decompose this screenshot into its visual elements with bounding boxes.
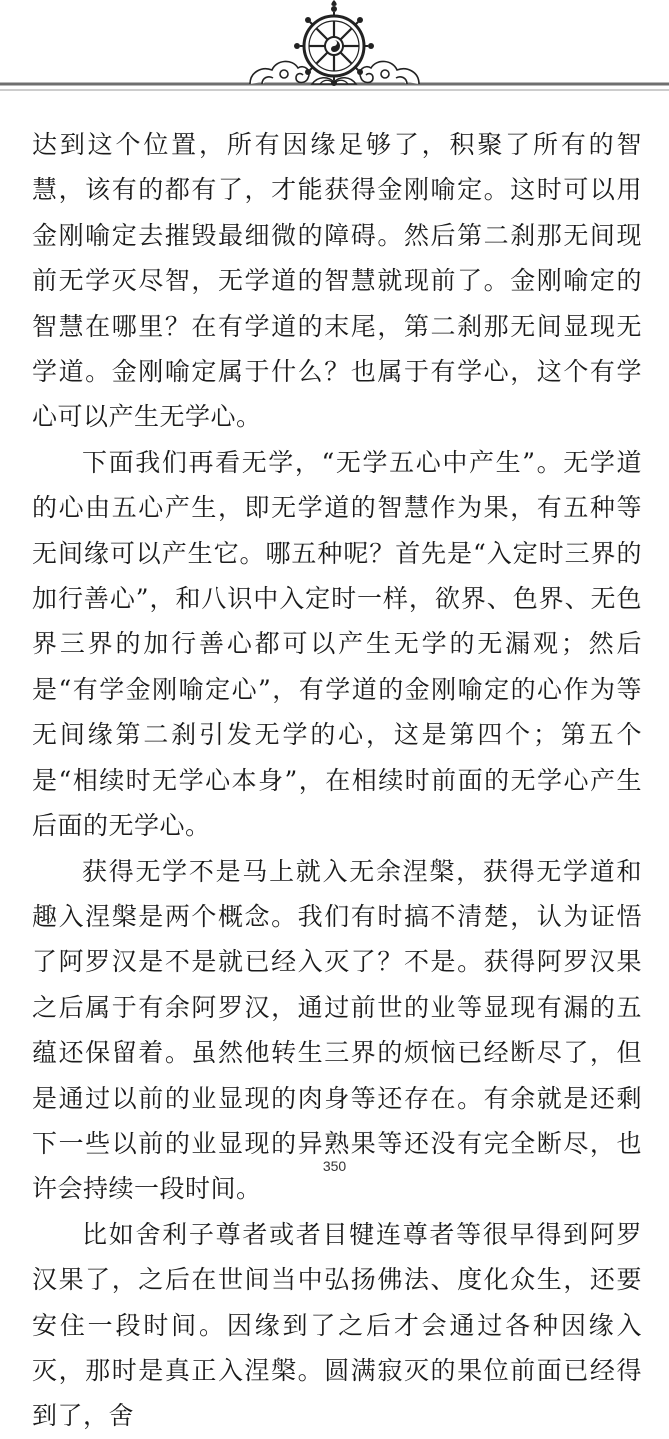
- header-ornament-graphic: [0, 0, 669, 110]
- page-number: 350: [322, 1158, 347, 1174]
- left-cloud-scroll-icon: [250, 61, 309, 84]
- paragraph-3: 获得无学不是马上就入无余涅槃，获得无学道和趣入涅槃是两个概念。我们有时搞不清楚，认为证悟了阿罗汉是不是就已经入灭了？不是。获得阿罗汉果之后属于有余阿罗汉，通过前世的业等显现有漏的五蕴还保留着。虽然他转生三界的烦恼已经断尽了，但是通过以前的业显现的肉身等还存在。有余就是还剩下一些以前的业显现的异熟果等还没有完全断尽，也许会持续一段时间。: [32, 856, 642, 1204]
- paragraph-4: 比如舍利子尊者或者目犍连尊者等很早得到阿罗汉果了，之后在世间当中弘扬佛法、度化众生，还要安住一段时间。因缘到了之后才会通过各种因缘入灭，那时是真正入涅槃。圆满寂灭的果位前面已经得到了，舍: [32, 1219, 642, 1431]
- dharma-wheel-icon: [294, 0, 374, 86]
- main-text: [32, 122, 642, 1439]
- page-header-ornament: [0, 0, 669, 110]
- paragraph-2: 下面我们再看无学，“无学五心中产生”。无学道的心由五心产生，即无学道的智慧作为果，有五种等无间缘可以产生它。哪五种呢？首先是“入定时三界的加行善心”，和八识中入定时一样，欲界、色界、无色界三界的加行善心都可以产生无学的无漏观；然后是“有学金刚喻定心”，有学道的金刚喻定的心作为等无间缘第二刹引发无学的心，这是第四个；第五个是“相续时无学心本身”，在相续时前面的无学心产生后面的无学心。: [32, 447, 642, 841]
- right-cloud-scroll-icon: [360, 61, 419, 84]
- paragraph-1: 达到这个位置，所有因缘足够了，积聚了所有的智慧，该有的都有了，才能获得金刚喻定。这时可以用金刚喻定去摧毁最细微的障碍。然后第二刹那无间现前无学灭尽智，无学道的智慧就现前了。金刚喻定的智慧在哪里？在有学道的末尾，第二刹那无间显现无学道。金刚喻定属于什么？也属于有学心，这个有学心可以产生无学心。: [32, 130, 642, 432]
